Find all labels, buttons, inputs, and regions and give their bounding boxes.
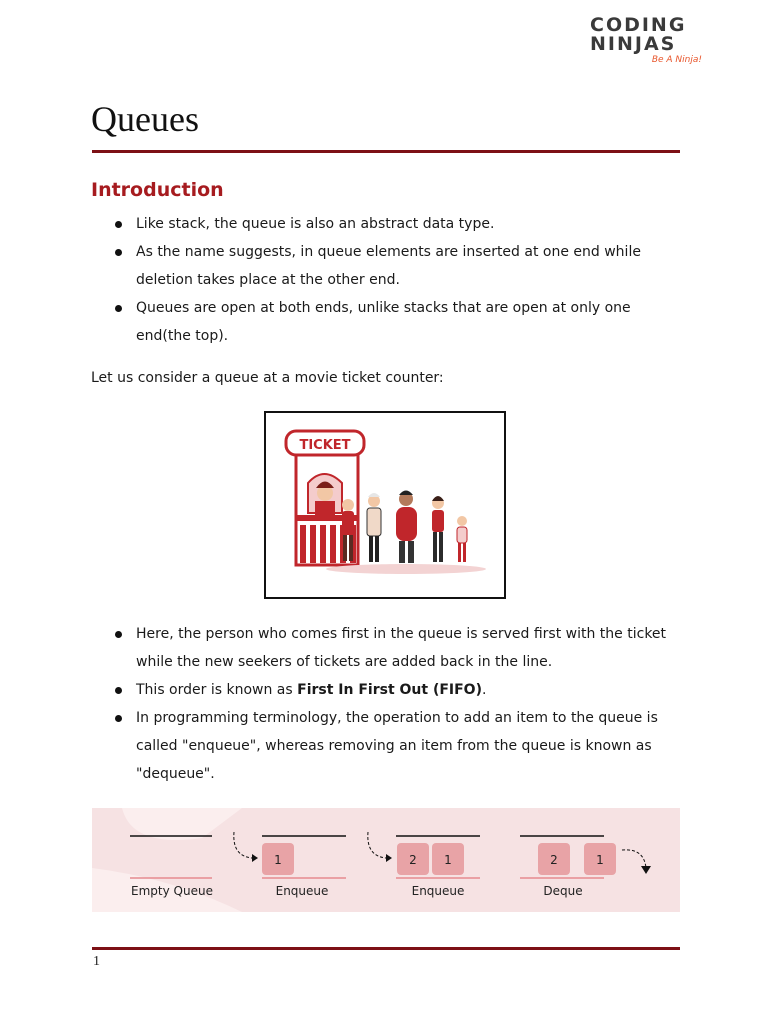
stage-label: Deque bbox=[543, 884, 583, 898]
fifo-suffix: . bbox=[481, 682, 487, 698]
ticket-sign-text: TICKET bbox=[299, 438, 351, 453]
stage-enqueue-1 bbox=[234, 832, 346, 898]
list-item: As the name suggests, in queue elements are inserted at one end while deletion takes place at the other end. bbox=[91, 238, 651, 294]
queue-box-value: 1 bbox=[596, 853, 604, 867]
queue-operations-diagram bbox=[92, 808, 680, 912]
logo-line-2: NINJAS bbox=[590, 33, 677, 55]
stage-enqueue-2 bbox=[368, 832, 480, 898]
list-item: Queues are open at both ends, unlike stacks that are open at only one end(the top). bbox=[91, 294, 651, 350]
list-item: In programming terminology, the operation to add an item to the queue is called "enqueue", whereas removing an item from the queue is known as "dequeue". bbox=[91, 704, 671, 788]
stage-label: Enqueue bbox=[275, 884, 329, 898]
intro-bullet-list bbox=[91, 210, 651, 350]
queue-diagram-svg bbox=[92, 808, 680, 912]
coding-ninjas-logo bbox=[590, 16, 710, 70]
queue-box-value: 2 bbox=[550, 853, 558, 867]
page-number: 1 bbox=[93, 954, 100, 969]
intro-paragraph: Let us consider a queue at a movie ticket counter: bbox=[91, 370, 444, 386]
arrow-right-icon bbox=[252, 854, 258, 862]
person-4 bbox=[432, 496, 444, 562]
logo-tagline: Be A Ninja! bbox=[651, 55, 702, 65]
queue-box-value: 1 bbox=[274, 853, 282, 867]
list-item: Like stack, the queue is also an abstract data type. bbox=[91, 210, 651, 238]
page-title: Queues bbox=[91, 99, 199, 139]
queue-box-value: 1 bbox=[444, 853, 452, 867]
arrow-right-icon bbox=[386, 854, 392, 862]
stage-label: Empty Queue bbox=[131, 884, 213, 898]
fifo-term: First In First Out (FIFO) bbox=[297, 682, 482, 698]
section-heading: Introduction bbox=[91, 179, 224, 201]
stage-label: Enqueue bbox=[411, 884, 465, 898]
fifo-bullet-list bbox=[91, 620, 671, 788]
list-item bbox=[91, 676, 671, 704]
ticket-counter-image bbox=[266, 413, 504, 597]
person-3 bbox=[396, 491, 417, 564]
fifo-prefix: This order is known as bbox=[136, 682, 298, 698]
arrow-down-icon bbox=[641, 866, 651, 874]
list-item: Here, the person who comes first in the queue is served first with the ticket while the new seekers of tickets are added back in the line. bbox=[91, 620, 671, 676]
person-2 bbox=[367, 493, 381, 562]
stage-deque bbox=[520, 836, 651, 898]
logo-line-1: CODING bbox=[590, 14, 687, 36]
stage-empty-queue bbox=[130, 836, 213, 898]
footer-divider bbox=[92, 947, 680, 950]
person-5 bbox=[457, 516, 467, 562]
title-divider bbox=[92, 150, 680, 153]
ticket-queue-illustration bbox=[264, 411, 506, 599]
queue-box-value: 2 bbox=[409, 853, 417, 867]
